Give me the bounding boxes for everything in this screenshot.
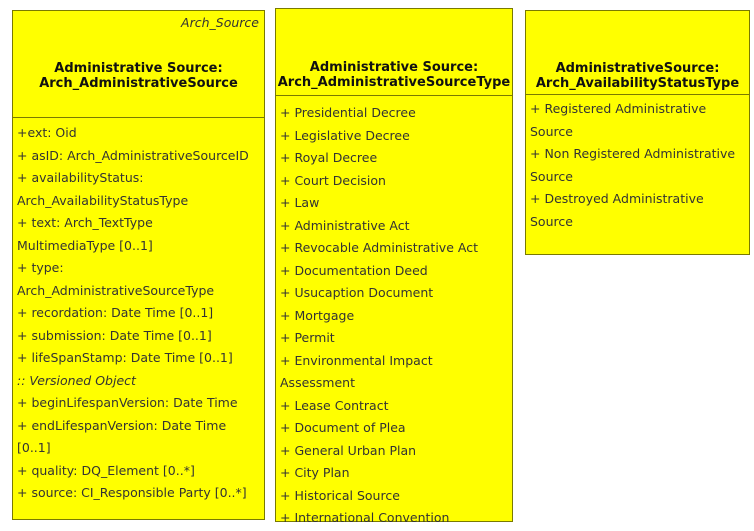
enum-value: Source [530, 168, 573, 184]
enum-value: + Destroyed Administrative [530, 191, 704, 206]
enum-value-list [276, 96, 512, 530]
class-name-line1: AdministrativeSource: [555, 61, 720, 76]
class-administrative-source-type [275, 8, 513, 525]
class-name-line2: Arch_AdministrativeSource [39, 76, 238, 91]
attribute: +ext: Oid [17, 125, 77, 140]
attribute: + beginLifespanVersion: Date Time [17, 395, 238, 410]
class-header [13, 11, 264, 118]
inherited-section-label: :: Versioned Object [17, 372, 136, 388]
attribute: + recordation: Date Time [0..1] [17, 305, 214, 320]
enum-value: Source [530, 213, 573, 229]
enum-value: + International Convention [280, 510, 450, 525]
class-name-line1: Administrative Source: [309, 60, 479, 75]
attribute: + submission: Date Time [0..1] [17, 327, 212, 343]
attribute-list [13, 118, 264, 505]
enum-value: + Registered Administrative [530, 101, 707, 116]
enum-value: + Presidential Decree [280, 105, 416, 120]
enum-value: + General Urban Plan [280, 442, 417, 458]
enum-value: + Non Registered Administrative [530, 146, 736, 161]
attribute: + availabilityStatus: [17, 170, 144, 185]
class-name-line1: Administrative Source: [54, 61, 223, 76]
class-name [13, 61, 264, 91]
enum-value: + Document of Plea [280, 420, 406, 435]
enum-value: + Mortgage [280, 307, 355, 323]
class-name-line2: Arch_AvailabilityStatusType [535, 76, 740, 91]
enum-value: + Environmental Impact [280, 352, 433, 368]
enum-value: + Royal Decree [280, 150, 378, 165]
class-availability-status-type [525, 10, 750, 255]
enum-value: + Historical Source [280, 487, 400, 503]
enum-value: + Administrative Act [280, 217, 410, 233]
attribute: + text: Arch_TextType [17, 215, 153, 230]
attribute: [0..1] [17, 440, 51, 455]
enum-value: Assessment [280, 375, 355, 390]
class-name [276, 60, 512, 90]
enum-value: + Lease Contract [280, 397, 389, 413]
enum-value: + Revocable Administrative Act [280, 240, 478, 255]
enum-value: + Legislative Decree [280, 127, 410, 143]
enum-value: Source [530, 123, 573, 139]
enum-value: + Documentation Deed [280, 262, 428, 278]
class-name [526, 61, 749, 91]
attribute: + source: CI_Responsible Party [0..*] [17, 485, 247, 500]
enum-value: + Law [280, 195, 320, 210]
class-header [526, 11, 749, 95]
class-administrative-source [12, 10, 265, 520]
enum-value: + Permit [280, 330, 335, 345]
enum-value: + City Plan [280, 465, 350, 480]
enum-value-list [526, 95, 749, 233]
attribute: Arch_AdministrativeSourceType [17, 282, 215, 298]
attribute: MultimediaType [0..1] [17, 237, 153, 253]
class-name-line2: Arch_AdministrativeSourceType [277, 75, 511, 90]
stereotype-label: Arch_Source [181, 15, 259, 30]
attribute: + endLifespanVersion: Date Time [17, 417, 227, 433]
attribute: Arch_AvailabilityStatusType [17, 192, 189, 208]
attribute: + asID: Arch_AdministrativeSourceID [17, 147, 249, 163]
enum-value: + Usucaption Document [280, 285, 434, 300]
class-header [276, 9, 512, 96]
attribute: + type: [17, 260, 64, 275]
attribute: + lifeSpanStamp: Date Time [0..1] [17, 350, 233, 365]
enum-value: + Court Decision [280, 172, 386, 188]
attribute: + quality: DQ_Element [0..*] [17, 462, 195, 478]
